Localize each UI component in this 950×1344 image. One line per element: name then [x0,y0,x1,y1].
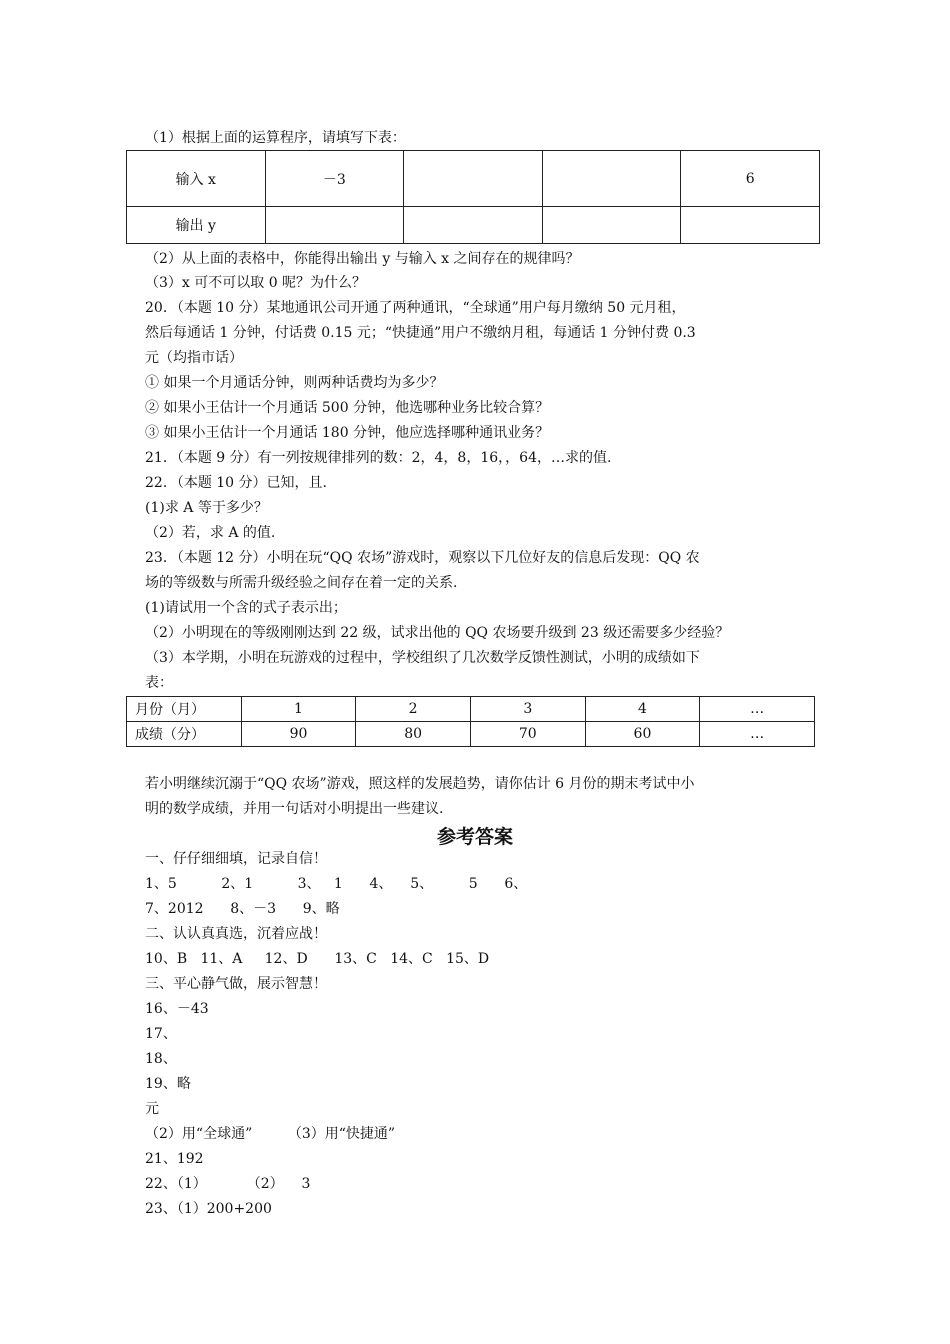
q20-sub1: ① 如果一个月通话分钟，则两种话费均为多少？ [145,375,444,391]
table-row [127,722,815,747]
table-cell: 2 [356,697,471,722]
table-cell: 1 [241,697,356,722]
table-cell: 90 [241,722,356,747]
q23-sub3b: 表： [145,675,173,691]
table-cell: 80 [356,722,471,747]
q23-line1: 23．（本题 12 分）小明在玩“QQ 农场”游戏时，观察以下几位好友的信息后发现：QQ 农 [145,550,700,566]
table-cell [404,207,543,244]
answer-23: 23、（1）200+200 [145,1201,272,1217]
q19-table [126,150,820,244]
score-table [126,696,815,747]
answer-21: 21、192 [145,1151,204,1167]
table-cell: 60 [585,722,700,747]
q21: 21．（本题 9 分）有一列按规律排列的数：2，4，8，16，，64，…求的值. [145,450,612,466]
table-cell: 70 [470,722,585,747]
q23-sub2: （2）小明现在的等级刚刚达到 22 级，试求出他的 QQ 农场要升级到 23 级还需要多少经验？ [145,625,730,641]
q23-line2: 场的等级数与所需升级经验之间存在着一定的关系. [145,575,458,591]
answers-row3: 10、B 11、A 12、D 13、C 14、C 15、D [145,951,490,967]
q23-sub3a: （3）本学期，小明在玩游戏的过程中，学校组织了几次数学反馈性测试，小明的成绩如下 [145,650,700,666]
answers-section2: 二、认认真真选，沉着应战！ [145,926,327,942]
table-cell: 6 [681,151,820,207]
table-cell: 输出 y [127,207,266,244]
q20-sub2: ② 如果小王估计一个月通话 500 分钟，他选哪种业务比较合算？ [145,400,550,416]
table-cell: －3 [265,151,404,207]
q19-part1: （1）根据上面的运算程序，请填写下表： [145,130,406,146]
table-cell [681,207,820,244]
q23-after2: 明的数学成绩，并用一句话对小明提出一些建议. [145,801,444,817]
q23-after1: 若小明继续沉溺于“QQ 农场”游戏，照这样的发展趋势，请你估计 6 月份的期末考试中小 [145,776,695,792]
answers-section1: 一、仔仔细细填，记录自信！ [145,851,327,867]
q22-sub2: （2）若，求 A 的值. [145,525,276,541]
answer-17: 17、 [145,1026,177,1042]
answer-22: 22、（1） （2） 3 [145,1176,311,1192]
q20-line1: 20．（本题 10 分）某地通讯公司开通了两种通讯，“全球通”用户每月缴纳 50 元月租， [145,300,686,316]
q22-line: 22．（本题 10 分）已知，且. [145,475,327,491]
table-cell [542,207,681,244]
table-cell: … [700,697,815,722]
answer-16: 16、－43 [145,1001,209,1017]
answers-section3: 三、平心静气做，展示智慧！ [145,976,327,992]
table-cell: 输入 x [127,151,266,207]
answer-19: 19、略 [145,1076,191,1092]
q20-sub3: ③ 如果小王估计一个月通话 180 分钟，他应选择哪种通讯业务？ [145,425,550,441]
table-row [127,697,815,722]
answer-20b: （2）用“全球通” （3）用“快捷通” [145,1126,396,1142]
table-cell: … [700,722,815,747]
table-cell: 4 [585,697,700,722]
table-cell: 成绩（分） [127,722,242,747]
table-cell [404,151,543,207]
table-cell: 3 [470,697,585,722]
answers-row2: 7、2012 8、－3 9、略 [145,901,340,917]
table-cell [265,207,404,244]
q19-part2: （2）从上面的表格中，你能得出输出 y 与输入 x 之间存在的规律吗？ [145,251,580,267]
answers-row1: 1、5 2、1 3、 1 4、 5、 5 6、 [145,876,528,892]
q20-line3: 元（均指市话） [145,350,243,366]
table-cell: 月份（月） [127,697,242,722]
table-row [127,207,820,244]
q23-sub1: (1)请试用一个含的式子表示出； [145,600,347,616]
q20-line2: 然后每通话 1 分钟，付话费 0.15 元；“快捷通”用户不缴纳月租，每通话 1 分钟付费 0.3 [145,325,696,341]
table-row [127,151,820,207]
table-cell [542,151,681,207]
answer-20a: 元 [145,1101,159,1117]
answer-18: 18、 [145,1051,177,1067]
q19-part3: （3）x 可不可以取 0 呢？为什么？ [145,275,367,291]
q22-sub1: (1)求 A 等于多少？ [145,500,268,516]
answers-heading: 参考答案 [436,826,513,848]
